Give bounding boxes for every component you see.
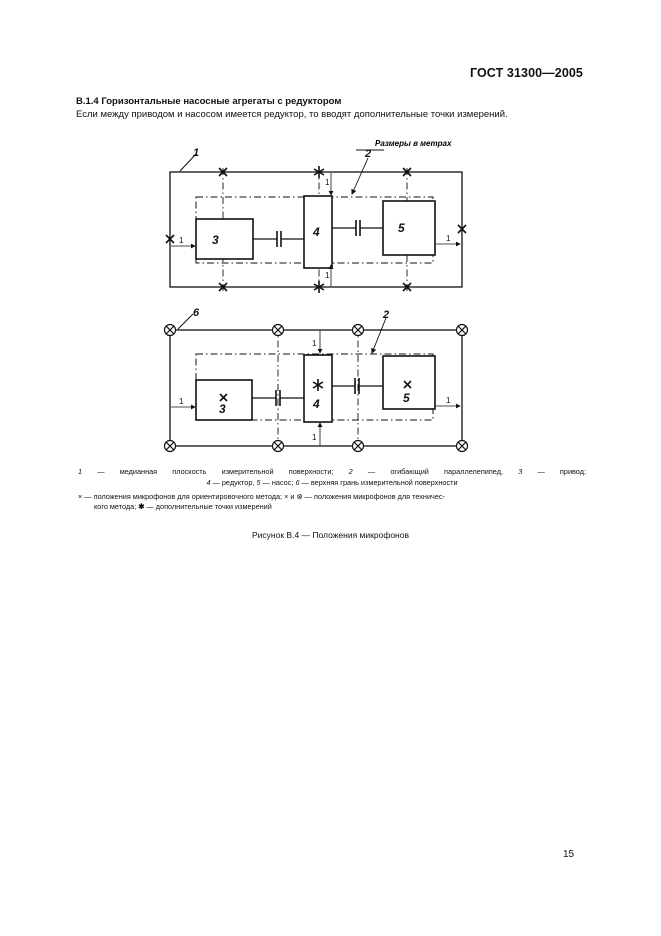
mic-mark-circle-x bbox=[457, 441, 468, 452]
top-label-1: 1 bbox=[193, 147, 200, 159]
mic-mark-circle-x bbox=[273, 325, 284, 336]
top-dim-right: 1 bbox=[446, 234, 451, 243]
figure-caption: Рисунок В.4 — Положения микрофонов bbox=[252, 530, 409, 540]
bottom-dim-bottom: 1 bbox=[312, 433, 317, 442]
standard-number: ГОСТ 31300—2005 bbox=[469, 66, 583, 80]
top-dim-bottom: 1 bbox=[325, 271, 330, 280]
bottom-label-2: 2 bbox=[383, 309, 390, 321]
page-number: 15 bbox=[563, 849, 575, 860]
top-label-3: 3 bbox=[212, 233, 219, 247]
mic-mark-circle-x bbox=[457, 325, 468, 336]
bottom-label-3: 3 bbox=[219, 402, 226, 416]
figure-legend-line-3: × — положения микрофонов для ориентировочного метода; × и ⊗ — положения микрофонов для техничес- bbox=[78, 492, 445, 501]
top-label-5: 5 bbox=[398, 221, 405, 235]
bottom-label-4: 4 bbox=[313, 397, 320, 411]
pump-box bbox=[383, 201, 435, 255]
top-label-2: 2 bbox=[365, 148, 372, 160]
dimension-note: Размеры в метрах bbox=[375, 139, 452, 148]
figure-legend-line-4: кого метода; ✱ — дополнительные точки измерений bbox=[94, 502, 272, 511]
bottom-label-5: 5 bbox=[403, 391, 410, 405]
top-label-4: 4 bbox=[313, 225, 320, 239]
bottom-diagram bbox=[170, 314, 462, 450]
figure-legend-line-2: 4 — редуктор, 5 — насос; 6 — верхняя грань измерительной поверхности bbox=[206, 478, 458, 487]
section-intro: Если между приводом и насосом имеется редуктор, то вводят дополнительные точки измерений. bbox=[76, 109, 508, 120]
mic-mark-circle-x bbox=[353, 325, 364, 336]
mic-mark-circle-x bbox=[165, 325, 176, 336]
figure-legend-line-1: 1 — медианная плоскость измерительной поверхности; 2 — огибающий параллелепипед, 3 — привод; bbox=[78, 467, 586, 476]
bottom-dim-right: 1 bbox=[446, 396, 451, 405]
top-dim-top: 1 bbox=[325, 178, 330, 187]
drive-box bbox=[196, 219, 253, 259]
mic-mark-circle-x bbox=[353, 441, 364, 452]
mic-mark-circle-x bbox=[165, 441, 176, 452]
top-dim-left: 1 bbox=[179, 236, 184, 245]
bottom-label-6: 6 bbox=[193, 307, 200, 319]
bottom-dim-top: 1 bbox=[312, 339, 317, 348]
mic-mark-circle-x bbox=[273, 441, 284, 452]
top-diagram bbox=[170, 150, 462, 291]
section-heading: В.1.4 Горизонтальные насосные агрегаты с редуктором bbox=[76, 96, 342, 107]
bottom-dim-left: 1 bbox=[179, 397, 184, 406]
